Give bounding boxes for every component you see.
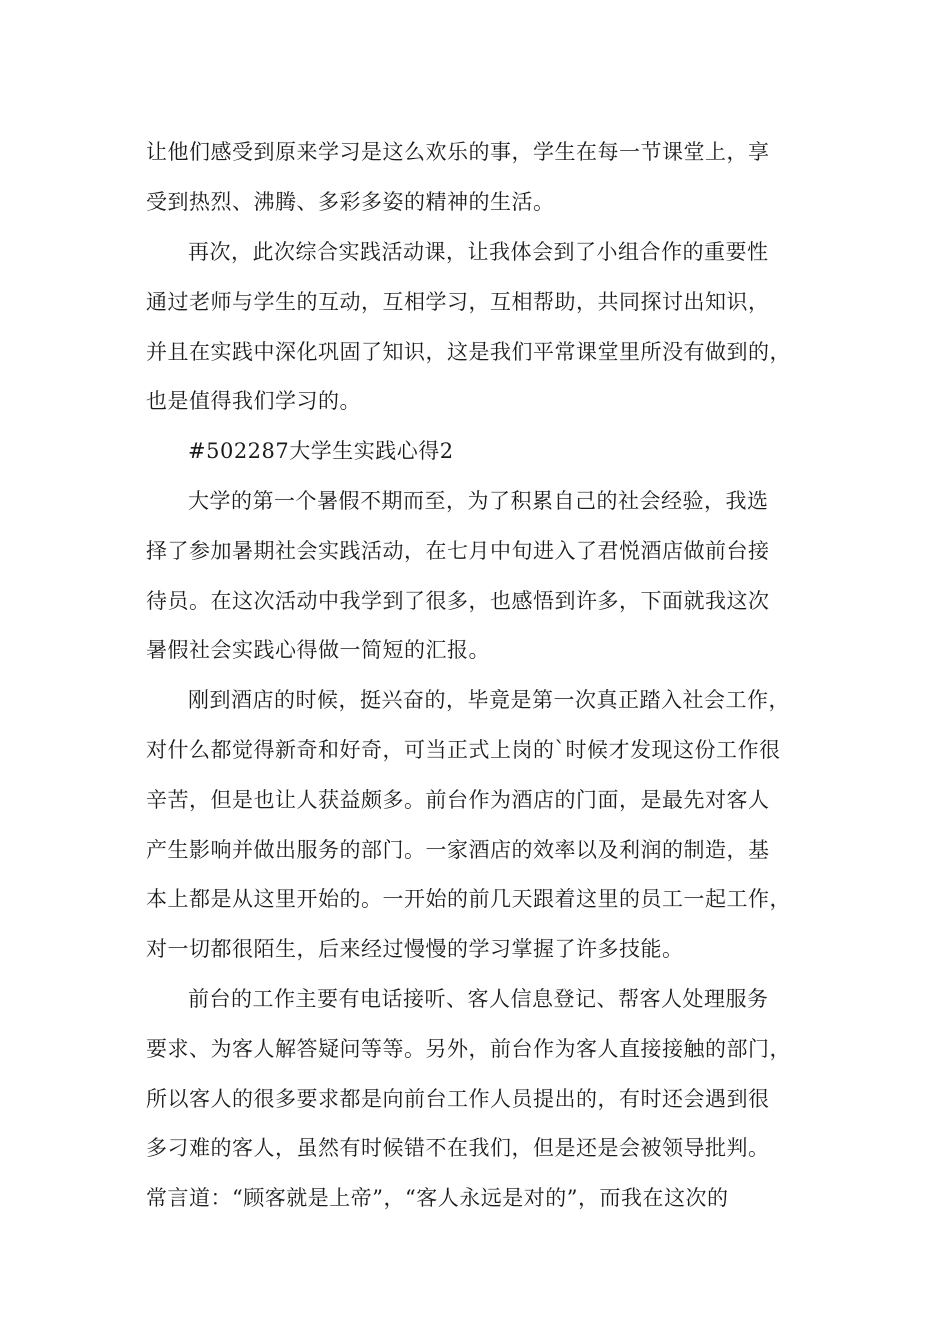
paragraph-line: 受到热烈、沸腾、多彩多姿的精神的生活。 bbox=[146, 190, 555, 214]
paragraph-line: 辛苦，但是也让人获益颇多。前台作为酒店的门面，是最先对客人 bbox=[146, 788, 770, 812]
paragraph-line: 产生影响并做出服务的部门。一家酒店的效率以及利润的制造，基 bbox=[146, 838, 770, 862]
paragraph-line: 本上都是从这里开始的。一开始的前几天跟着这里的员工一起工作， bbox=[146, 887, 791, 911]
paragraph-line: 待员。在这次活动中我学到了很多，也感悟到许多，下面就我这次 bbox=[146, 589, 770, 613]
section-heading: #502287大学生实践心得2 bbox=[188, 439, 454, 463]
paragraph-line: 并且在实践中深化巩固了知识，这是我们平常课堂里所没有做到的， bbox=[146, 340, 791, 364]
paragraph-line: 再次，此次综合实践活动课，让我体会到了小组合作的重要性 bbox=[188, 240, 769, 264]
paragraph-line: 常言道：“顾客就是上帝”，“客人永远是对的”，而我在这次的 bbox=[146, 1186, 729, 1210]
paragraph-line: 通过老师与学生的互动，互相学习，互相帮助，共同探讨出知识， bbox=[146, 290, 770, 314]
paragraph-line: 前台的工作主要有电话接听、客人信息登记、帮客人处理服务 bbox=[188, 987, 769, 1011]
paragraph-line: 对什么都觉得新奇和好奇，可当正式上岗的`时候才发现这份工作很 bbox=[146, 738, 781, 762]
paragraph-line: 让他们感受到原来学习是这么欢乐的事，学生在每一节课堂上，享 bbox=[146, 140, 770, 164]
paragraph-line: 大学的第一个暑假不期而至，为了积累自己的社会经验，我选 bbox=[188, 489, 769, 513]
paragraph-line: 所以客人的很多要求都是向前台工作人员提出的，有时还会遇到很 bbox=[146, 1087, 770, 1111]
paragraph-line: 刚到酒店的时候，挺兴奋的，毕竟是第一次真正踏入社会工作， bbox=[188, 688, 790, 712]
paragraph-line: 要求、为客人解答疑问等等。另外，前台作为客人直接接触的部门， bbox=[146, 1037, 791, 1061]
paragraph-line: 暑假社会实践心得做一简短的汇报。 bbox=[146, 638, 490, 662]
paragraph-line: 对一切都很陌生，后来经过慢慢的学习掌握了许多技能。 bbox=[146, 937, 684, 961]
paragraph-line: 多刁难的客人，虽然有时候错不在我们，但是还是会被领导批判。 bbox=[146, 1136, 770, 1160]
paragraph-line: 也是值得我们学习的。 bbox=[146, 389, 361, 413]
paragraph-line: 择了参加暑期社会实践活动，在七月中旬进入了君悦酒店做前台接 bbox=[146, 539, 770, 563]
